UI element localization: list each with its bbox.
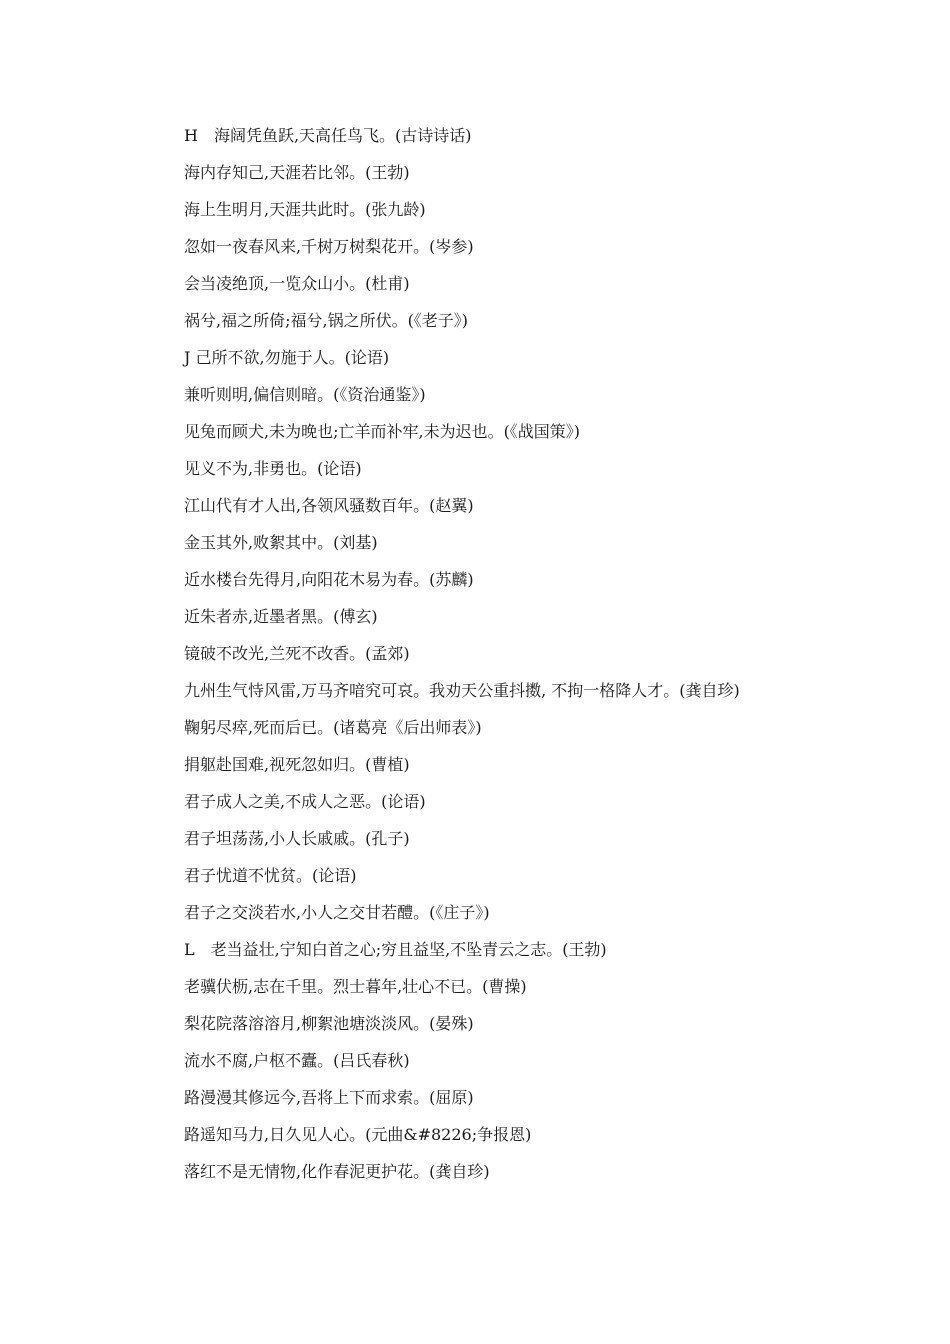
quote-line: 君子坦荡荡,小人长戚戚。(孔子) — [184, 829, 410, 848]
quote-line: 见义不为,非勇也。(论语) — [184, 459, 362, 478]
quote-line: 忽如一夜春风来,千树万树梨花开。(岑参) — [184, 237, 474, 256]
quote-line: 捐躯赴国难,视死忽如归。(曹植) — [184, 755, 410, 774]
quote-line: 流水不腐,户枢不蠹。(吕氏春秋) — [184, 1051, 410, 1070]
quote-line: 兼听则明,偏信则暗。(《资治通鉴》) — [184, 385, 426, 404]
quote-line: 九州生气恃风雷,万马齐喑究可哀。我劝天公重抖擞, 不拘一格降人才。(龚自珍) — [184, 681, 740, 700]
quote-line: 海上生明月,天涯共此时。(张九龄) — [184, 200, 426, 219]
quote-line: 老骥伏枥,志在千里。烈士暮年,壮心不已。(曹操) — [184, 977, 527, 996]
quote-line: 近水楼台先得月,向阳花木易为春。(苏麟) — [184, 570, 474, 589]
quote-line: 近朱者赤,近墨者黑。(傅玄) — [184, 607, 378, 626]
quote-line: L 老当益壮,宁知白首之心;穷且益坚,不坠青云之志。(王勃) — [184, 940, 607, 959]
quote-line: 路漫漫其修远今,吾将上下而求索。(屈原) — [184, 1088, 474, 1107]
quote-line: 祸兮,福之所倚;福兮,锅之所伏。(《老子》) — [184, 311, 469, 330]
quote-list — [184, 122, 884, 1195]
quote-line: 落红不是无情物,化作春泥更护花。(龚自珍) — [184, 1162, 490, 1181]
quote-line: 君子之交淡若水,小人之交甘若醴。(《庄子》) — [184, 903, 490, 922]
quote-line: H 海阔凭鱼跃,天高任鸟飞。(古诗诗话) — [184, 126, 472, 145]
quote-line: 鞠躬尽瘁,死而后已。(诸葛亮《后出师表》) — [184, 718, 482, 737]
quote-line: 海内存知己,天涯若比邻。(王勃) — [184, 163, 410, 182]
quote-line: 君子成人之美,不成人之恶。(论语) — [184, 792, 426, 811]
quote-line: 君子忧道不忧贫。(论语) — [184, 866, 357, 885]
quote-line: 梨花院落溶溶月,柳絮池塘淡淡风。(晏殊) — [184, 1014, 474, 1033]
quote-line: 会当凌绝顶,一览众山小。(杜甫) — [184, 274, 410, 293]
quote-line: J 己所不欲,勿施于人。(论语) — [184, 348, 390, 367]
quote-line: 见兔而顾犬,未为晚也;亡羊而补牢,未为迟也。(《战国策》) — [184, 422, 581, 441]
quote-line: 路遥知马力,日久见人心。(元曲&#8226;争报恩) — [184, 1125, 532, 1144]
quote-line: 镜破不改光,兰死不改香。(孟郊) — [184, 644, 410, 663]
quote-line: 金玉其外,败絮其中。(刘基) — [184, 533, 378, 552]
quote-line: 江山代有才人出,各领风骚数百年。(赵翼) — [184, 496, 474, 515]
